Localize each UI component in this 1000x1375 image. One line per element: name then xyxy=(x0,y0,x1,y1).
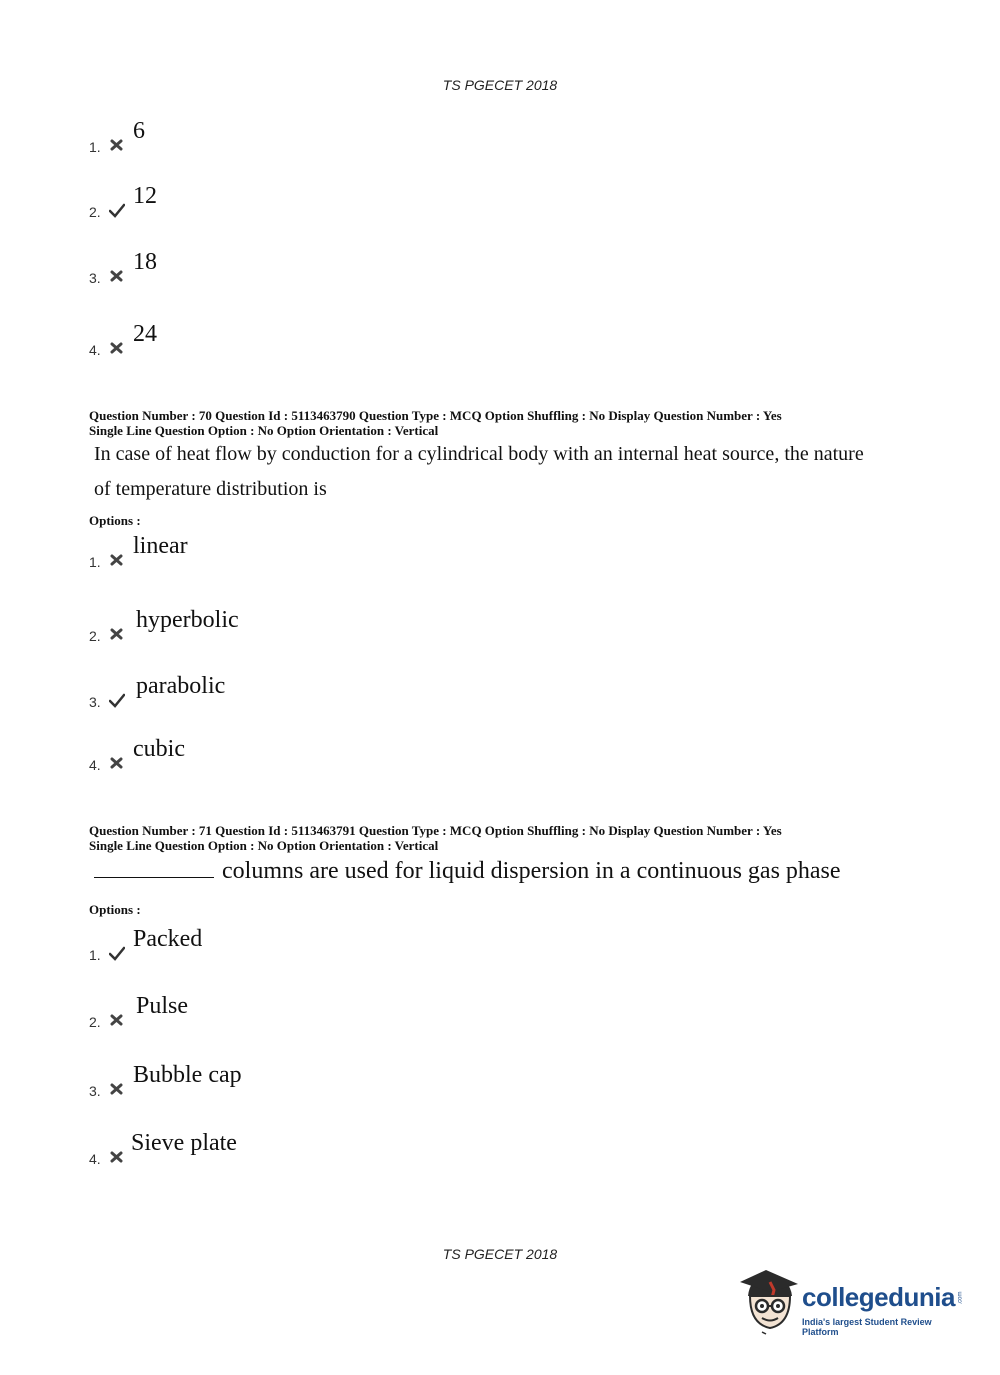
option-number: 2. xyxy=(89,204,101,220)
q70-stem-line1: In case of heat flow by conduction for a cylindrical body with an internal heat source, the nature xyxy=(94,443,864,465)
prev-option-2 xyxy=(89,160,689,220)
q71-option-4 xyxy=(89,1107,689,1167)
page-header: TS PGECET 2018 xyxy=(442,77,558,93)
option-text: 12 xyxy=(133,183,157,209)
cross-icon xyxy=(109,552,125,568)
q70-meta-line1: Question Number : 70 Question Id : 5113463790 Question Type : MCQ Option Shuffling : No Display Question Number : Yes xyxy=(89,408,782,423)
option-text: 6 xyxy=(133,118,145,144)
q71-option-3 xyxy=(89,1039,689,1099)
option-text: 18 xyxy=(133,249,157,275)
option-number: 4. xyxy=(89,342,101,358)
option-number: 3. xyxy=(89,694,101,710)
q71-stem xyxy=(94,858,914,885)
q70-stem-line2: of temperature distribution is xyxy=(94,478,327,500)
cross-icon xyxy=(109,1012,125,1028)
logo-brand-text: collegedunia xyxy=(802,1282,955,1312)
collegedunia-logo[interactable] xyxy=(740,1268,970,1338)
cross-icon xyxy=(109,1081,125,1097)
q70-option-4 xyxy=(89,713,689,773)
q70-option-1 xyxy=(89,510,689,570)
option-number: 2. xyxy=(89,628,101,644)
prev-option-1 xyxy=(89,95,689,155)
option-number: 1. xyxy=(89,139,101,155)
option-text: linear xyxy=(133,533,188,559)
cross-icon xyxy=(109,755,125,771)
q71-options-label: Options : xyxy=(89,902,141,917)
prev-option-3 xyxy=(89,226,689,286)
option-number: 4. xyxy=(89,1151,101,1167)
q70-meta xyxy=(89,408,909,438)
option-text: cubic xyxy=(133,736,185,762)
option-text: hyperbolic xyxy=(136,607,239,633)
check-icon xyxy=(109,692,125,708)
q70-meta-line2: Single Line Question Option : No Option Orientation : Vertical xyxy=(89,423,439,438)
option-number: 1. xyxy=(89,554,101,570)
option-text: 24 xyxy=(133,321,157,347)
option-number: 3. xyxy=(89,1083,101,1099)
fill-in-blank xyxy=(94,859,214,878)
option-number: 4. xyxy=(89,757,101,773)
q70-option-3 xyxy=(89,650,689,710)
option-text: Pulse xyxy=(136,993,189,1019)
page-footer: TS PGECET 2018 xyxy=(442,1246,558,1262)
logo-dotcom: .com xyxy=(957,1291,964,1305)
option-number: 1. xyxy=(89,947,101,963)
option-number: 2. xyxy=(89,1014,101,1030)
q71-meta-line2: Single Line Question Option : No Option Orientation : Vertical xyxy=(89,838,439,853)
logo-tagline: India's largest Student Review Platform xyxy=(802,1317,932,1337)
option-text: parabolic xyxy=(136,673,226,699)
option-text: Bubble cap xyxy=(133,1062,242,1088)
cross-icon xyxy=(109,340,125,356)
option-text: Sieve plate xyxy=(131,1130,237,1156)
q71-option-2 xyxy=(89,970,689,1030)
option-text: Packed xyxy=(133,926,203,952)
cross-icon xyxy=(109,1149,125,1165)
q71-meta xyxy=(89,823,909,853)
option-number: 3. xyxy=(89,270,101,286)
check-icon xyxy=(109,945,125,961)
cross-icon xyxy=(109,137,125,153)
check-icon xyxy=(109,202,125,218)
prev-option-4 xyxy=(89,298,689,358)
cross-icon xyxy=(109,268,125,284)
cross-icon xyxy=(109,626,125,642)
q71-stem-text: columns are used for liquid dispersion in a continuous gas phase xyxy=(222,858,841,884)
mascot-icon xyxy=(740,1268,802,1338)
q70-option-2 xyxy=(89,584,689,644)
q71-option-1 xyxy=(89,903,689,963)
q71-meta-line1: Question Number : 71 Question Id : 5113463791 Question Type : MCQ Option Shuffling : No Display Question Number : Yes xyxy=(89,823,782,838)
q70-options-label: Options : xyxy=(89,513,141,528)
